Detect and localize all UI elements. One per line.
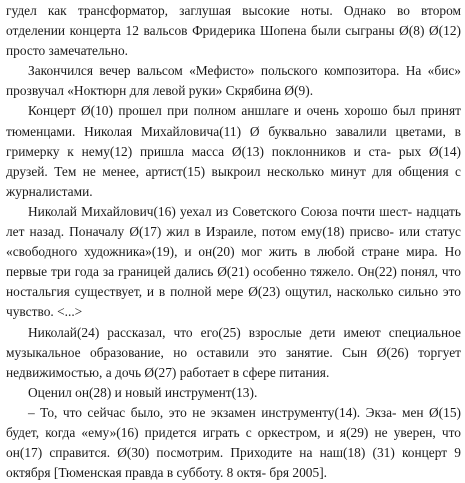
paragraph-4 xyxy=(6,202,461,323)
text-line: музыкальное образование, но оставили это занятие. Сын Ø(26) торгует xyxy=(6,344,461,360)
paragraph-6 xyxy=(6,383,461,403)
paragraph-3 xyxy=(6,101,461,201)
text-line: Он(22) понял, что ностальгия существует, и в полной мере Ø(23) ощутил, xyxy=(6,264,461,300)
text-line: недвижимостью, а дочь Ø(27) работает в сфере питания. xyxy=(6,364,330,380)
text-line: На «бис» прозвучал «Ноктюрн для левой руки» Скрябина Ø(9). xyxy=(6,63,461,99)
text-line: Оценил он(28) и новый инструмент(13). xyxy=(28,384,258,400)
text-line: гудел как трансформатор, заглушая высокие ноты. Однако во втором xyxy=(6,3,461,18)
text-line: – То, что сейчас было, это не экзамен инструменту(14). Экза- xyxy=(28,404,397,420)
text-line: Николай Михайлович(16) уехал из Советского Союза почти шест- xyxy=(28,203,413,219)
text-line: не уверен, что он(17) справится. Ø(30) посмотрим. Приходите на xyxy=(6,424,461,461)
text-line: для общения с журналистами. xyxy=(6,163,461,199)
paragraph-2 xyxy=(6,61,461,101)
text-line: цветами, в гримерку к нему(12) пришла масса Ø(13) поклонников и ста- xyxy=(6,123,461,159)
text-line: наш(18) (31) концерт 9 октября [Тюменская правда в субботу. 8 октя- xyxy=(6,445,461,481)
text-line: Концерт Ø(10) прошел при полном аншлаге и очень хорошо был xyxy=(28,103,416,119)
paragraph-5 xyxy=(6,323,461,383)
text-line: насколько сильно это чувство. <...> xyxy=(6,284,461,320)
text-line: или статус «свободного художника»(19), и он(20) мог жить в любой стране xyxy=(6,224,461,260)
text-line: бря 2005]. xyxy=(269,465,328,481)
text-line: мен Ø(15) будет, когда «ему»(16) придется играть с оркестром, и я(29) xyxy=(6,404,461,440)
paragraph-1 xyxy=(6,1,461,61)
text-line: надцать лет назад. Поначалу Ø(17) жил в Израиле, потом ему(18) присво- xyxy=(6,203,461,240)
paragraph-7 xyxy=(6,403,461,483)
text-line: принят тюменцами. Николая Михайловича(11) Ø буквально завалили xyxy=(6,103,461,139)
text-line: отделении концерта 12 вальсов Фридерика Шопена были сыграны xyxy=(6,23,395,39)
text-line: мира. Но первые три года за границей дались Ø(21) особенно тяжело. xyxy=(6,244,462,280)
text-line: Николай(24) рассказал, что его(25) взрослые дети имеют специальное xyxy=(28,324,461,340)
text-line: Ø(8) Ø(12) просто замечательно. xyxy=(6,23,461,59)
text-line: Закончился вечер вальсом «Мефисто» польского композитора. xyxy=(28,63,400,79)
text-line: рых Ø(14) друзей. Тем не менее, артист(15) выкроил несколько минут xyxy=(6,143,461,179)
